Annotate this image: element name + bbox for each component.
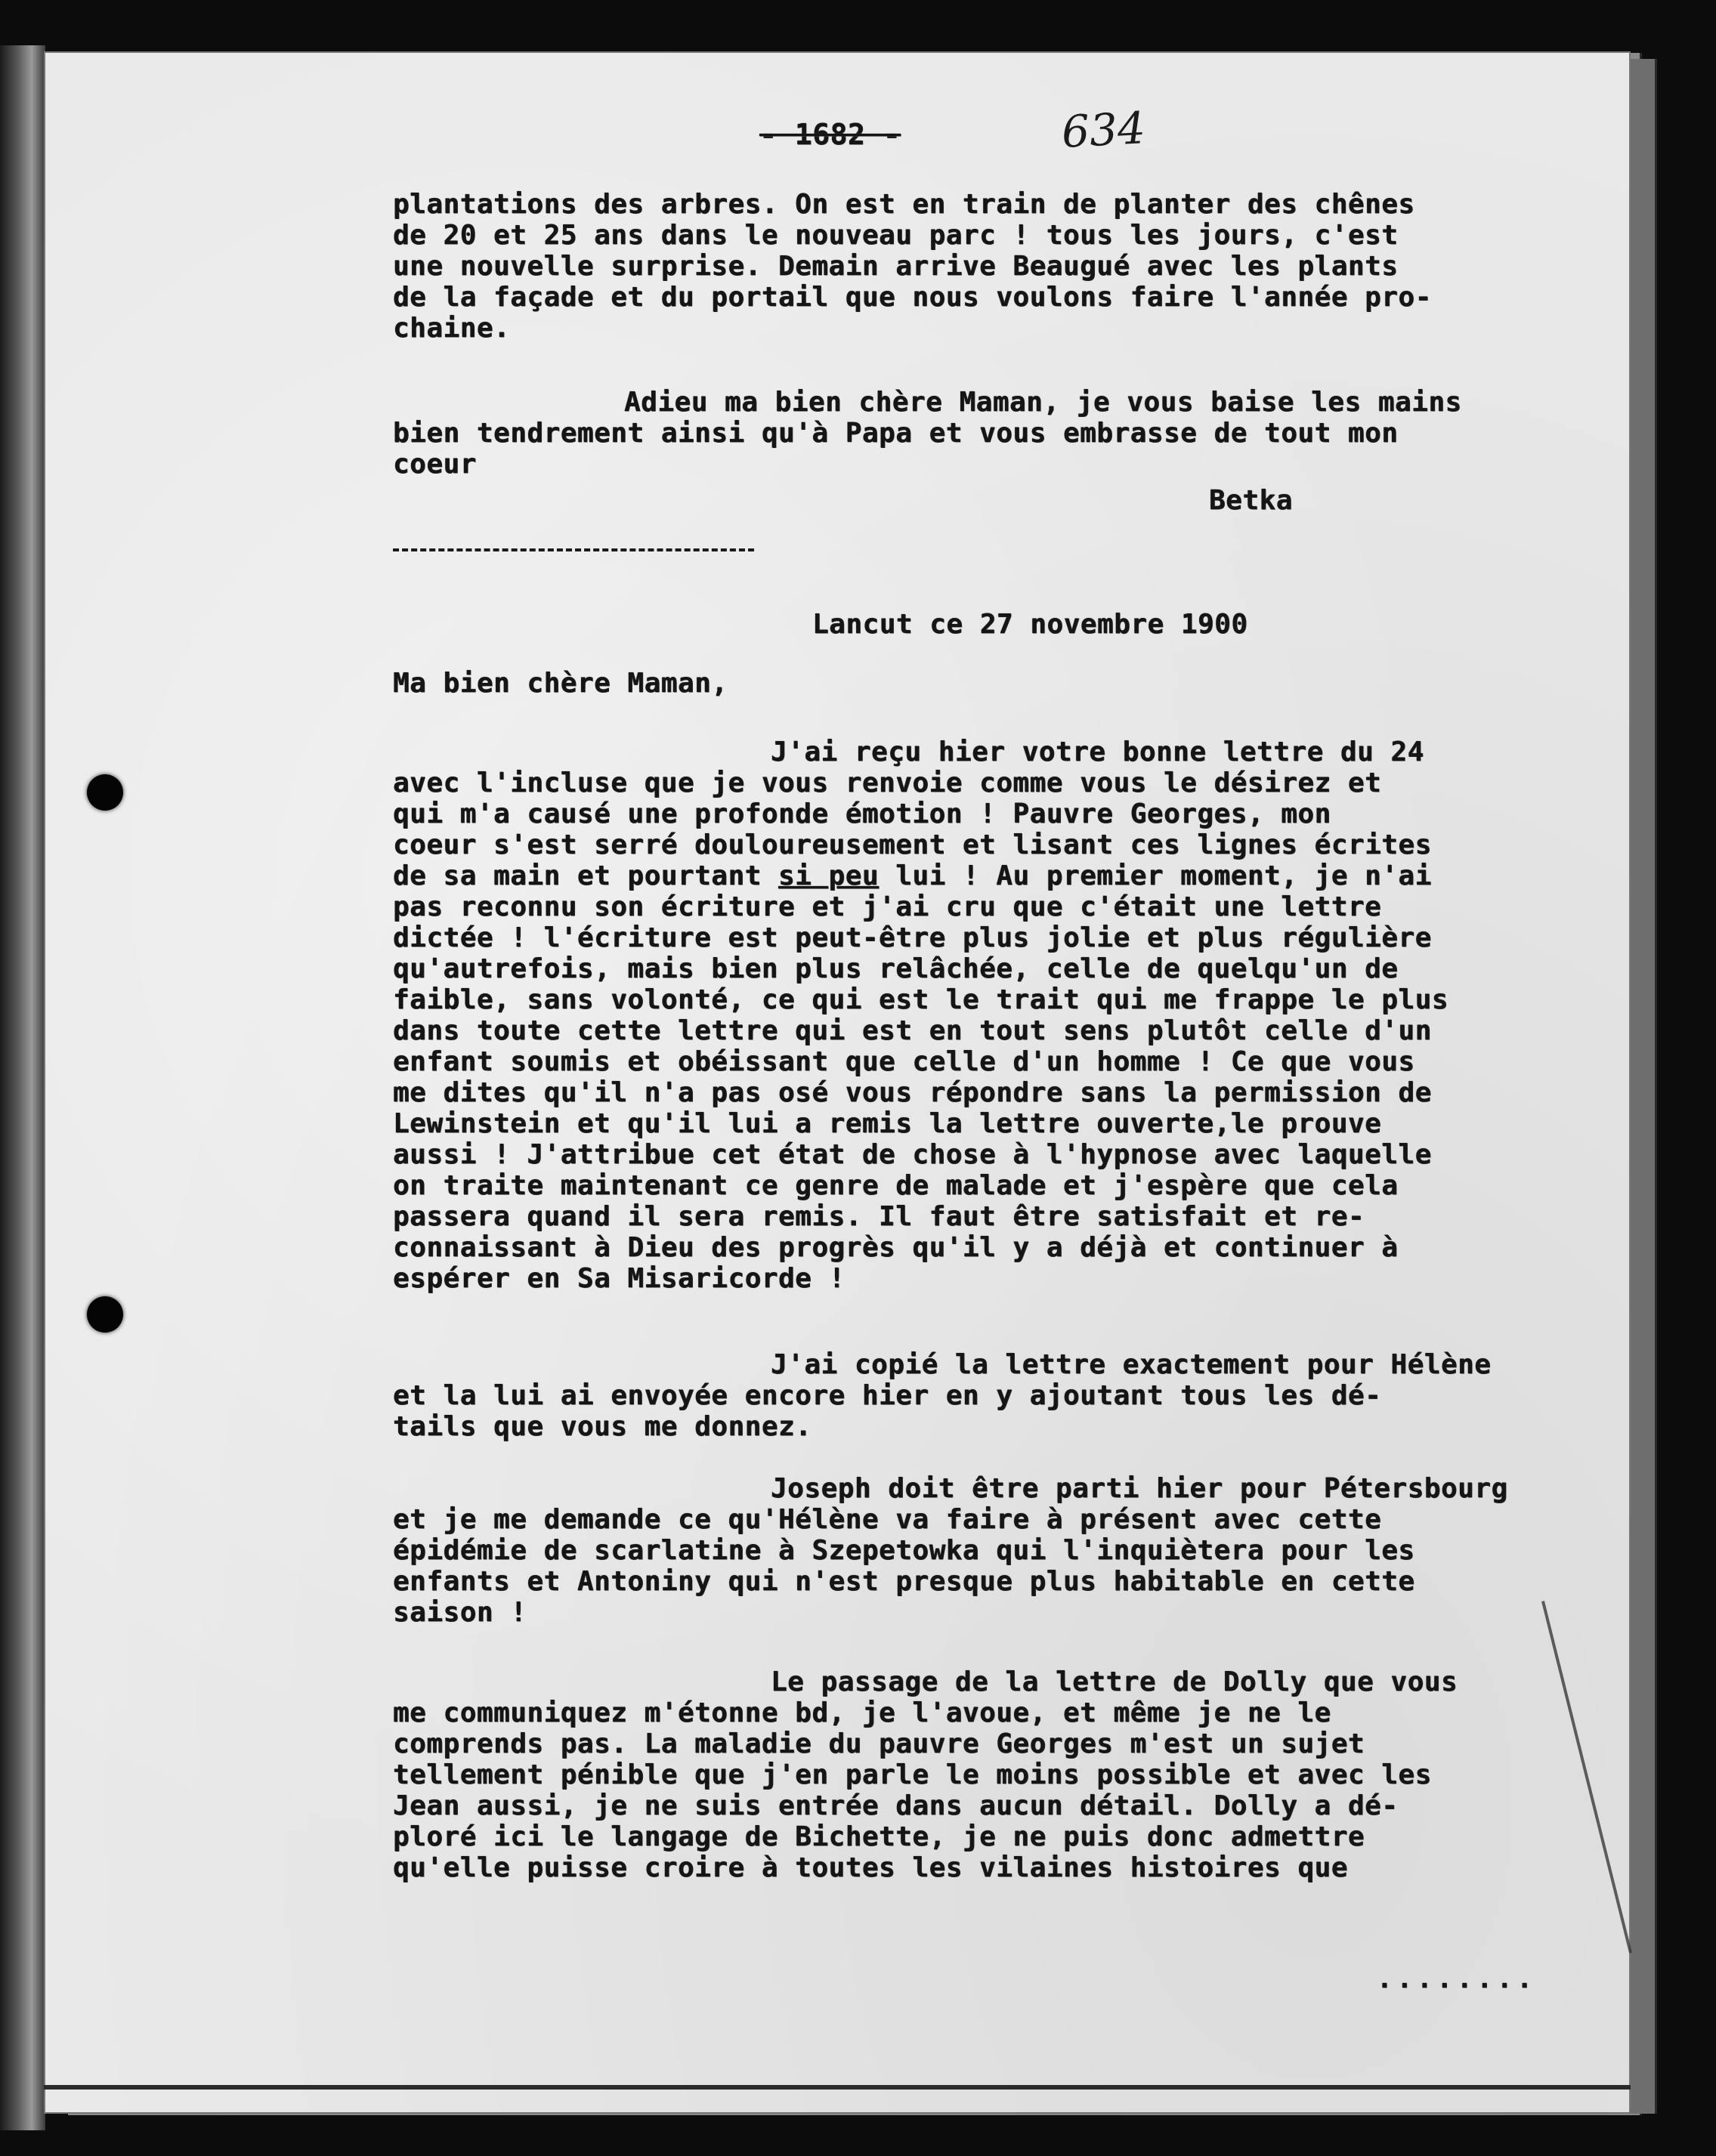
text-line: plantations des arbres. On est en train de planter des chênes	[393, 189, 1415, 220]
underlined-text: si peu	[778, 860, 880, 891]
text-line: J'ai copié la lettre exactement pour Hélène	[771, 1349, 1492, 1380]
separator-rule	[393, 548, 754, 551]
text-line: Le passage de la lettre de Dolly que vous	[771, 1666, 1458, 1697]
text-line: chaine.	[393, 313, 511, 344]
text-line: ploré ici le langage de Bichette, je ne puis donc admettre	[393, 1821, 1365, 1852]
text-line: et la lui ai envoyée encore hier en y ajoutant tous les dé-	[393, 1380, 1382, 1411]
previous-letter-body	[393, 189, 1587, 344]
text-line: Lewinstein et qu'il lui a remis la lettre ouverte,le prouve	[393, 1108, 1382, 1139]
text-line: faible, sans volonté, ce qui est le trait qui me frappe le plus	[393, 984, 1449, 1015]
text-line: dictée ! l'écriture est peut-être plus jolie et plus régulière	[393, 922, 1432, 953]
page-edge	[44, 2085, 1631, 2090]
punch-hole	[87, 1296, 123, 1333]
letter-paragraph-2	[393, 1349, 1587, 1442]
text-line: bien tendrement ainsi qu'à Papa et vous embrasse de tout mon	[393, 418, 1399, 449]
text-line: de la façade et du portail que nous voulons faire l'année pro-	[393, 282, 1432, 313]
text-line: Adieu ma bien chère Maman, je vous baise les mains	[624, 387, 1462, 418]
text-line: tellement pénible que j'en parle le moins possible et avec les	[393, 1759, 1432, 1790]
text-line: tails que vous me donnez.	[393, 1411, 812, 1442]
text-line: saison !	[393, 1597, 527, 1628]
text-line: Joseph doit être parti hier pour Pétersbourg	[771, 1473, 1508, 1504]
letter-paragraph-3	[393, 1473, 1587, 1628]
text-line: coeur	[393, 449, 477, 480]
text-line: connaissant à Dieu des progrès qu'il y a déjà et continuer à	[393, 1232, 1399, 1263]
typed-page-number: - 1682 -	[759, 118, 901, 151]
text-line: une nouvelle surprise. Demain arrive Beaugué avec les plants	[393, 251, 1399, 282]
text-line: enfants et Antoniny qui n'est presque plus habitable en cette	[393, 1566, 1415, 1597]
punch-hole	[87, 774, 123, 811]
text-line: de sa main et pourtant si peu lui ! Au premier moment, je n'ai	[393, 860, 1432, 891]
text-line: comprends pas. La maladie du pauvre Georges m'est un sujet	[393, 1728, 1365, 1759]
text-line: J'ai reçu hier votre bonne lettre du 24	[771, 737, 1424, 768]
handwritten-page-number: 634	[1060, 102, 1147, 158]
text-line: passera quand il sera remis. Il faut être satisfait et re-	[393, 1201, 1365, 1232]
text-line: me dites qu'il n'a pas osé vous répondre sans la permission de	[393, 1077, 1432, 1108]
letter-paragraph-1	[393, 737, 1587, 1294]
text-line: et je me demande ce qu'Hélène va faire à présent avec cette	[393, 1504, 1382, 1535]
text-line: espérer en Sa Misaricorde !	[393, 1263, 846, 1294]
letter-paragraph-4	[393, 1666, 1587, 1883]
place-date: Lancut ce 27 novembre 1900	[812, 609, 1248, 640]
text-line: me communiquez m'étonne bd, je l'avoue, et même je ne le	[393, 1697, 1331, 1728]
text-line: qui m'a causé une profonde émotion ! Pauvre Georges, mon	[393, 798, 1331, 829]
continuation-dots: ........	[1377, 1964, 1537, 1994]
text-line: on traite maintenant ce genre de malade et j'espère que cela	[393, 1170, 1399, 1201]
text-line: avec l'incluse que je vous renvoie comme vous le désirez et	[393, 768, 1382, 798]
salutation: Ma bien chère Maman,	[393, 668, 728, 699]
text-line: Jean aussi, je ne suis entrée dans aucun détail. Dolly a dé-	[393, 1790, 1399, 1821]
text-line: enfant soumis et obéissant que celle d'un homme ! Ce que vous	[393, 1046, 1415, 1077]
binder-strip	[0, 45, 45, 2130]
text-line: épidémie de scarlatine à Szepetowka qui l'inquiètera pour les	[393, 1535, 1415, 1566]
text-line: coeur s'est serré douloureusement et lisant ces lignes écrites	[393, 829, 1432, 860]
text-line: dans toute cette lettre qui est en tout sens plutôt celle d'un	[393, 1015, 1432, 1046]
text-line: aussi ! J'attribue cet état de chose à l'hypnose avec laquelle	[393, 1139, 1432, 1170]
text-line: de 20 et 25 ans dans le nouveau parc ! tous les jours, c'est	[393, 220, 1399, 251]
previous-letter-closing	[393, 387, 1587, 480]
text-line: qu'elle puisse croire à toutes les vilaines histoires que	[393, 1852, 1348, 1883]
signature: Betka	[1209, 485, 1293, 516]
text-line: pas reconnu son écriture et j'ai cru que c'était une lettre	[393, 891, 1382, 922]
text-line: qu'autrefois, mais bien plus relâchée, celle de quelqu'un de	[393, 953, 1399, 984]
